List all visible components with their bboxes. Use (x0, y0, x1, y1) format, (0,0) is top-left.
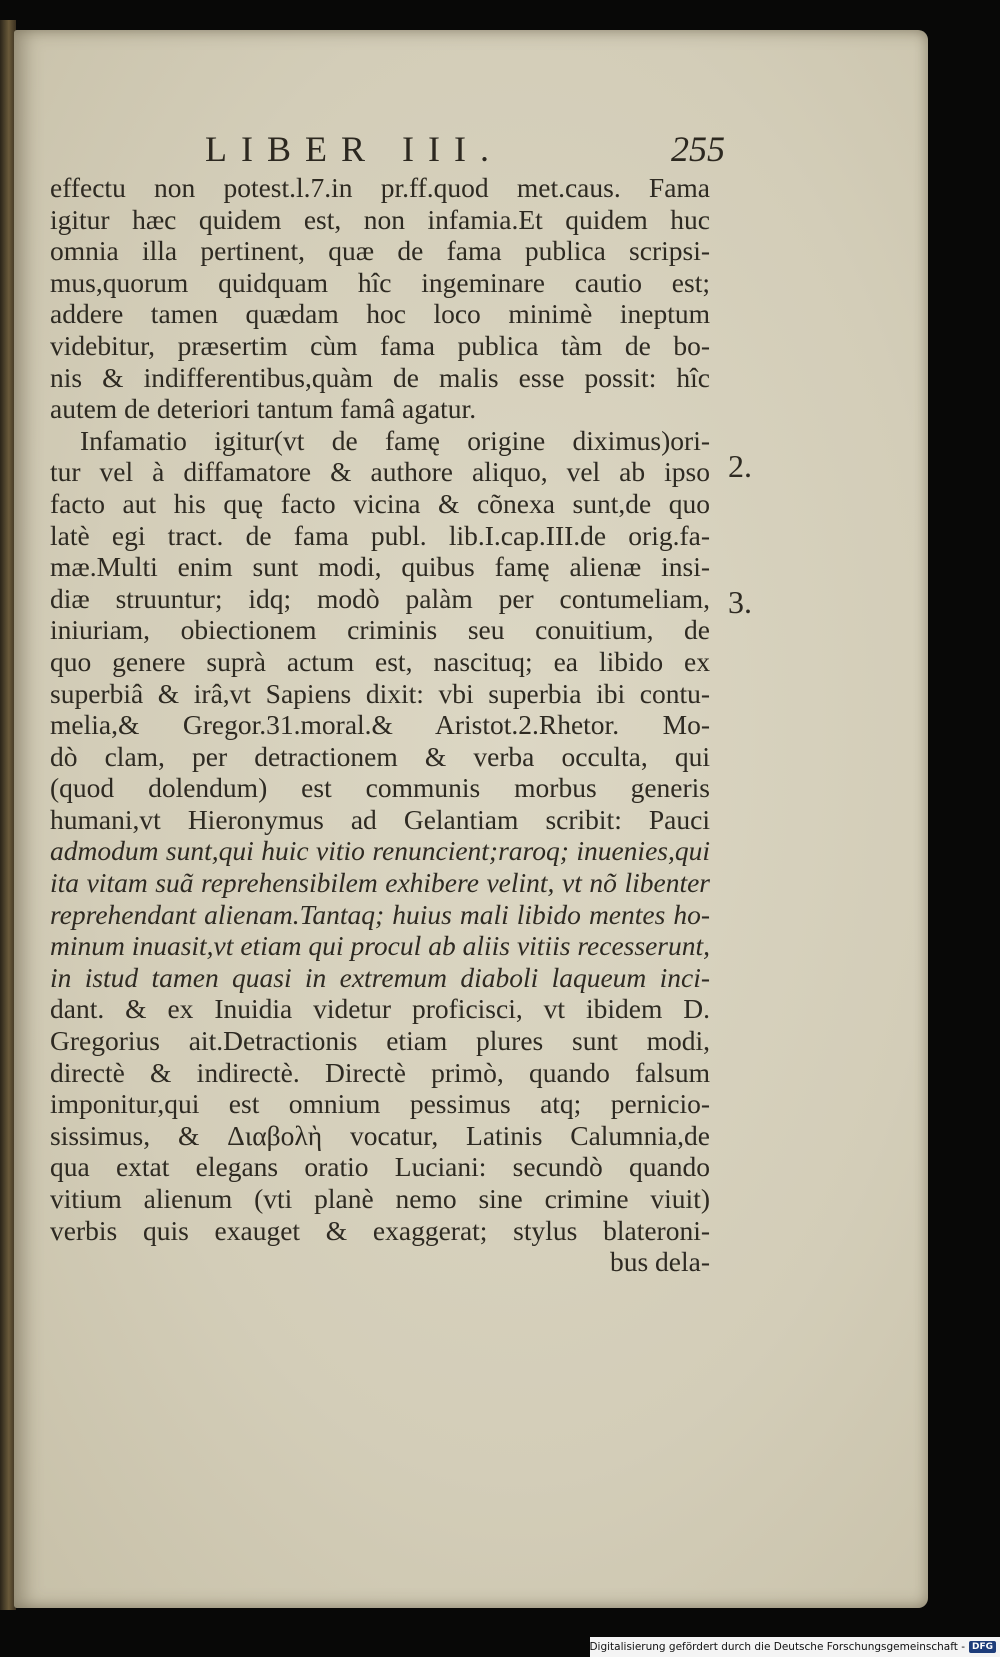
dfg-logo-icon: DFG (969, 1641, 996, 1653)
text-line: iniuriam, obiectionem criminis seu conuitium, de (50, 614, 710, 646)
text-line: imponitur,qui est omnium pessimus atq; pernicio- (50, 1088, 710, 1120)
text-line: Infamatio igitur(vt de famę origine diximus)ori- (80, 424, 710, 456)
text-line: nis & indifferentibus,quàm de malis esse possit: hîc (50, 361, 710, 393)
text-line: quo genere suprà actum est, nascituq; ea libido ex (50, 645, 710, 677)
text-line: effectu non potest.l.7.in pr.ff.quod met.caus. Fama (50, 172, 710, 203)
text-line: dant. & ex Inuidia videtur proficisci, vt ibidem D. (50, 993, 710, 1025)
quotation-line: in istud tamen quasi in extremum diaboli laqueum inci- (50, 961, 710, 993)
text-line: sissimus, & Διαβολὴ vocatur, Latinis Calumnia,de (50, 1119, 710, 1151)
text-line: omnia illa pertinent, quæ de fama publica scripsi- (50, 235, 710, 267)
text-line: melia,& Gregor.31.moral.& Aristot.2.Rhetor. Mo- (50, 709, 710, 741)
body-text (50, 172, 710, 1278)
text-line: verbis quis exauget & exaggerat; stylus blateroni- (50, 1214, 710, 1246)
text-line: tur vel à diffamatore & authore aliquo, vel ab ipso (50, 456, 710, 488)
page-number: 255 (671, 129, 725, 169)
text-line: diæ struuntur; idq; modò palàm per contumeliam, (50, 582, 710, 614)
text-line: superbiâ & irâ,vt Sapiens dixit: vbi superbia ibi contu- (50, 677, 710, 709)
text-line: vitium alienum (vti planè nemo sine crimine viuit) (50, 1183, 710, 1214)
marginal-number: 3. (728, 584, 752, 620)
text-line: mus,quorum quidquam hîc ingeminare cautio est; (50, 266, 710, 298)
digitization-footer (590, 1637, 1000, 1657)
text-line: dò clam, per detractionem & verba occulta, qui (50, 740, 710, 772)
text-line: videbitur, præsertim cùm fama publica tàm de bo- (50, 329, 710, 361)
text-line: Gregorius ait.Detractionis etiam plures sunt modi, (50, 1025, 710, 1057)
running-head: LIBER III. (205, 129, 503, 169)
text-line: autem de deteriori tantum famâ agatur. (50, 393, 477, 425)
text-line: addere tamen quædam hoc loco minimè ineptum (50, 298, 710, 330)
quotation-line: admodum sunt,qui huic vitio renuncient;raroq; inuenies,qui (50, 835, 710, 867)
text-line: igitur hæc quidem est, non infamia.Et quidem huc (50, 203, 710, 235)
quotation-line: reprehendant alienam.Tantaq; huius mali libido mentes ho- (50, 898, 710, 930)
text-line: humani,vt Hieronymus ad Gelantiam scribit: Pauci (50, 803, 710, 835)
marginal-number: 2. (728, 448, 752, 484)
text-line: latè egi tract. de fama publ. lib.I.cap.III.de orig.fa- (50, 519, 710, 551)
text-line: mæ.Multi enim sunt modi, quibus famę alienæ insi- (50, 551, 710, 583)
text-line: (quod dolendum) est communis morbus generis (50, 772, 710, 804)
text-line: facto aut his quę facto vicina & cõnexa sunt,de quo (50, 487, 710, 519)
text-line: directè & indirectè. Directè primò, quando falsum (50, 1056, 710, 1088)
footer-credit-text: Digitalisierung gefördert durch die Deutsche Forschungsgemeinschaft - (589, 1641, 965, 1653)
quotation-line: minum inuasit,vt etiam qui procul ab aliis vitiis recesserunt, (50, 930, 710, 962)
catchword: bus dela- (609, 1246, 710, 1278)
page-header (205, 128, 725, 168)
text-line: qua extat elegans oratio Luciani: secundò quando (50, 1151, 710, 1183)
quotation-line: ita vitam suã reprehensibilem exhibere velint, vt nõ libenter (50, 867, 710, 899)
